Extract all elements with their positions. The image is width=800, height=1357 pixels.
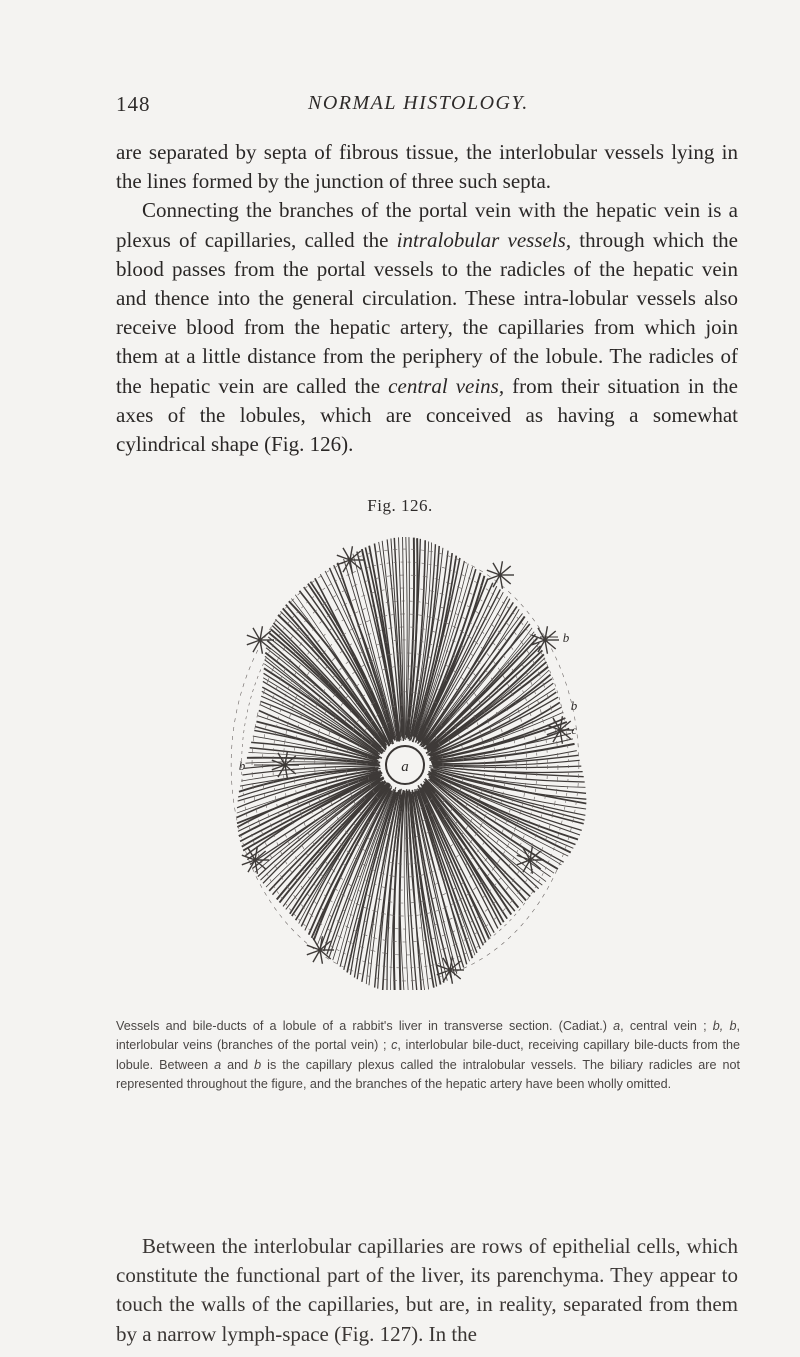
text-run: Connecting the branches of the portal vein with the hepatic vein is a plexus of capillaries, called the — [116, 198, 738, 252]
text-run: , central vein ; — [620, 1019, 713, 1033]
italic-text: b — [254, 1057, 262, 1072]
body-text-top — [116, 138, 738, 459]
text-run: through which the blood passes from the portal vessels to the radicles of the hepatic vein and thence into the general circulation. These intra-lobular vessels also receive blood from the hepatic artery, the capillaries from which join them at a little distance from the periphery of the lobule. The radicles of the hepatic vein are called the — [116, 227, 738, 398]
figure-label: Fig. 126. — [367, 496, 433, 515]
text-run: is the capillary plexus called the intralobular vessels. The biliary radicles are not represented throughout the figure, and the branches of the hepatic artery have been wholly omitted. — [116, 1057, 741, 1092]
text-run: from their situation in the axes of the lobules, which are conceived as having a somewhat cylindrical shape (Fig. 126). — [116, 373, 738, 457]
text-run: , interlobular bile-duct, receiving capillary bile-ducts from the lobule. Between — [116, 1038, 740, 1072]
body-text-bottom — [116, 1232, 738, 1349]
italic-text: a — [214, 1057, 222, 1072]
lobule-drawing — [200, 530, 620, 990]
page-number: 148 — [116, 92, 151, 116]
marker-b-right: b — [570, 698, 578, 713]
italic-text: central veins, — [388, 373, 505, 398]
italic-text: a — [613, 1019, 621, 1033]
marker-a: a — [401, 759, 409, 775]
running-title: NORMAL HISTOLOGY. — [308, 92, 529, 114]
text-run: are separated by septa of fibrous tissue, the interlobular vessels lying in the lines formed by the junction of three such septa. — [116, 140, 738, 194]
marker-b-left: b — [238, 758, 246, 773]
marker-c: c — [571, 723, 577, 737]
italic-text: intralobular vessels, — [396, 227, 572, 252]
running-head — [116, 92, 736, 124]
paragraph — [116, 196, 738, 459]
italic-text: b, b — [712, 1019, 737, 1033]
text-run: , interlobular veins (branches of the portal vein) ; — [116, 1019, 740, 1053]
lobule-illustration — [200, 530, 620, 990]
text-run: and — [221, 1057, 255, 1072]
marker-b-upper-right: b — [562, 630, 570, 645]
text-run: Between the interlobular capillaries are rows of epithelial cells, which constitute the functional part of the liver, its parenchyma. They appear to touch the walls of the capillaries, but are, in reality, separated from them by a narrow lymph-space (Fig. 127). In the — [116, 1234, 738, 1346]
paragraph — [116, 138, 738, 196]
text-run: Vessels and bile-ducts of a lobule of a rabbit's liver in transverse section. (Cadiat.) — [116, 1019, 614, 1033]
figure-caption — [116, 1017, 740, 1095]
paragraph — [116, 1232, 738, 1349]
italic-text: c — [391, 1038, 398, 1053]
